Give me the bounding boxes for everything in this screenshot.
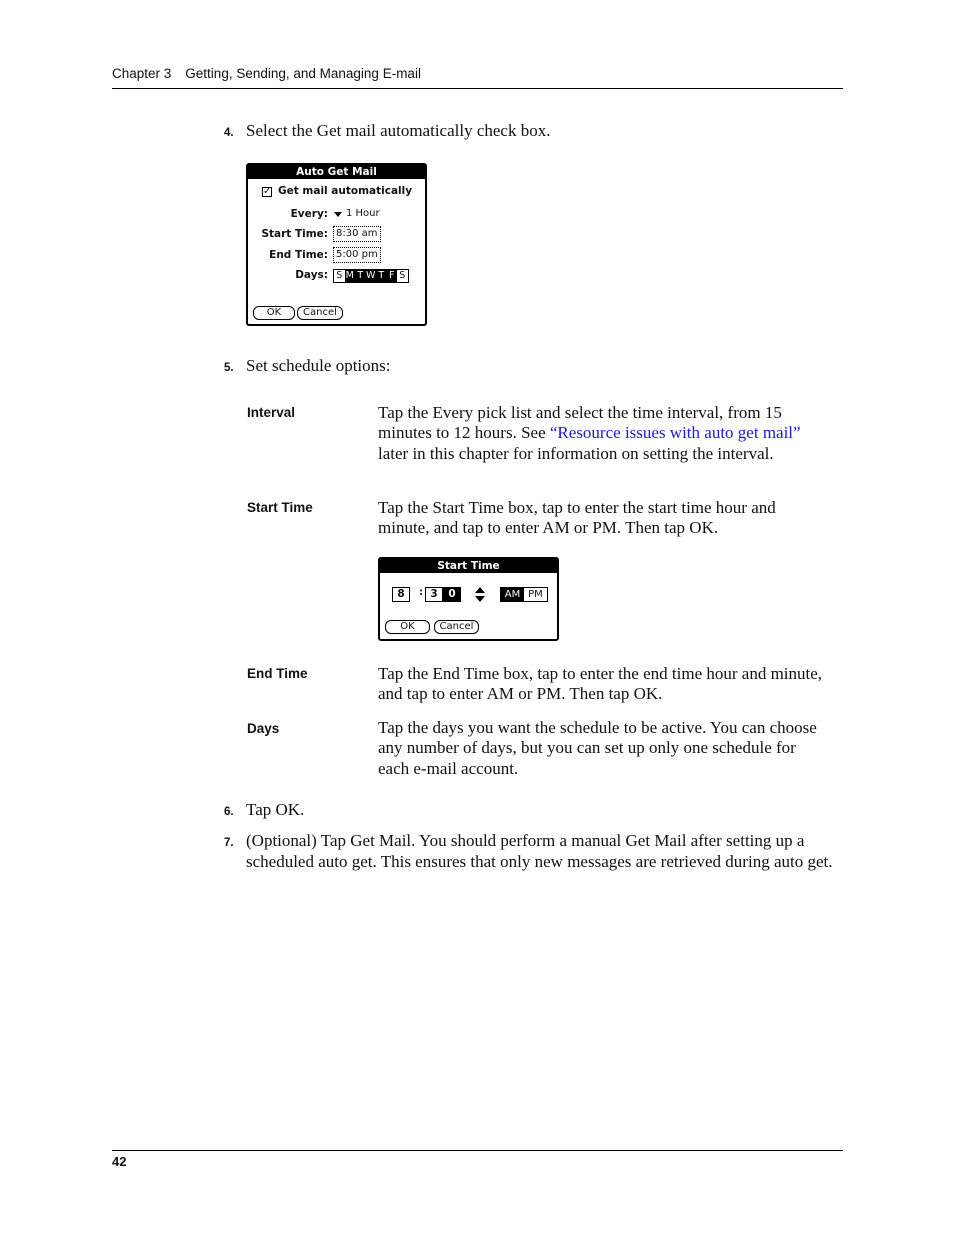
time-separator: : — [419, 587, 423, 598]
am-pm-selector — [500, 587, 548, 602]
step-number: 6. — [224, 806, 234, 818]
running-header — [112, 66, 843, 89]
chapter-label: Chapter 3 — [112, 66, 172, 81]
step-number: 4. — [224, 127, 234, 139]
step-5 — [224, 356, 844, 377]
step-text: (Optional) Tap Get Mail. You should perform a manual Get Mail after setting up a scheduled auto get. This ensures that only new messages are retrieved during auto get. — [246, 831, 833, 871]
chapter-title: Getting, Sending, and Managing E-mail — [185, 66, 421, 81]
get-mail-automatically-label: Get mail automatically — [278, 185, 413, 197]
step-text: Set schedule options: — [246, 356, 391, 375]
page-number: 42 — [112, 1154, 127, 1169]
page-footer — [112, 1150, 843, 1169]
days-definition: Tap the days you want the schedule to be active. You can choose any number of days, but you can set up only one schedule for each e-mail account. — [378, 718, 817, 778]
step-7 — [224, 831, 844, 872]
step-4 — [224, 121, 844, 142]
hour-field[interactable]: 8 — [392, 587, 410, 602]
dialog-title: Start Time — [380, 559, 557, 573]
cancel-button[interactable]: Cancel — [297, 306, 343, 320]
auto-get-mail-dialog — [246, 163, 427, 326]
end-time-definition: Tap the End Time box, tap to enter the end time hour and minute, and tap to enter AM or PM. Then tap OK. — [378, 664, 823, 704]
ok-button[interactable]: OK — [385, 620, 430, 634]
days-selector — [333, 269, 409, 283]
day-thursday[interactable]: T — [376, 270, 387, 282]
ok-button[interactable]: OK — [253, 306, 295, 320]
day-wednesday[interactable]: W — [366, 270, 376, 281]
resource-issues-link[interactable]: “Resource issues with auto get mail” — [549, 423, 801, 443]
day-saturday[interactable]: S — [399, 270, 406, 281]
day-monday[interactable]: M — [345, 270, 354, 281]
cancel-button[interactable]: Cancel — [434, 620, 479, 634]
start-time-dialog — [378, 557, 559, 641]
start-time-label: Start Time: — [261, 228, 328, 240]
dropdown-arrow-icon[interactable] — [334, 212, 342, 217]
am-option[interactable]: AM — [501, 588, 524, 601]
interval-def-text-2: later in this chapter for information on setting the interval. — [378, 443, 774, 463]
dialog-title: Auto Get Mail — [248, 165, 425, 179]
end-time-label: End Time: — [269, 249, 328, 261]
days-term: Days — [247, 721, 280, 736]
day-sunday[interactable]: S — [336, 270, 343, 281]
decrement-arrow-icon[interactable] — [475, 596, 485, 602]
minute-tens-field[interactable]: 3 — [425, 587, 443, 602]
start-time-field[interactable]: 8:30 am — [333, 226, 381, 242]
step-number: 5. — [224, 362, 234, 374]
start-time-term: Start Time — [247, 500, 313, 515]
step-number: 7. — [224, 837, 234, 849]
days-label: Days: — [295, 269, 328, 281]
every-value[interactable]: 1 Hour — [346, 208, 380, 219]
day-friday[interactable]: F — [387, 270, 398, 282]
pm-option[interactable]: PM — [528, 589, 543, 600]
minute-ones-field[interactable]: 0 — [443, 587, 461, 602]
header-text — [112, 66, 421, 81]
interval-term: Interval — [247, 405, 296, 420]
step-text: Select the Get mail automatically check box. — [246, 121, 551, 140]
day-tuesday[interactable]: T — [355, 270, 366, 282]
checkbox-checked-icon[interactable]: ✓ — [263, 186, 272, 197]
every-label: Every: — [290, 208, 328, 220]
step-text: Tap OK. — [246, 800, 305, 819]
step-6 — [224, 800, 844, 821]
interval-definition — [378, 403, 826, 464]
end-time-field[interactable]: 5:00 pm — [333, 247, 381, 263]
start-time-definition: Tap the Start Time box, tap to enter the start time hour and minute, and tap to enter AM or PM. Then tap OK. — [378, 498, 776, 538]
increment-arrow-icon[interactable] — [475, 587, 485, 593]
interval-def-text: Tap the Every pick list and select the time interval, from 15 minutes to 12 hours. See — [378, 403, 782, 443]
end-time-term: End Time — [247, 666, 308, 681]
